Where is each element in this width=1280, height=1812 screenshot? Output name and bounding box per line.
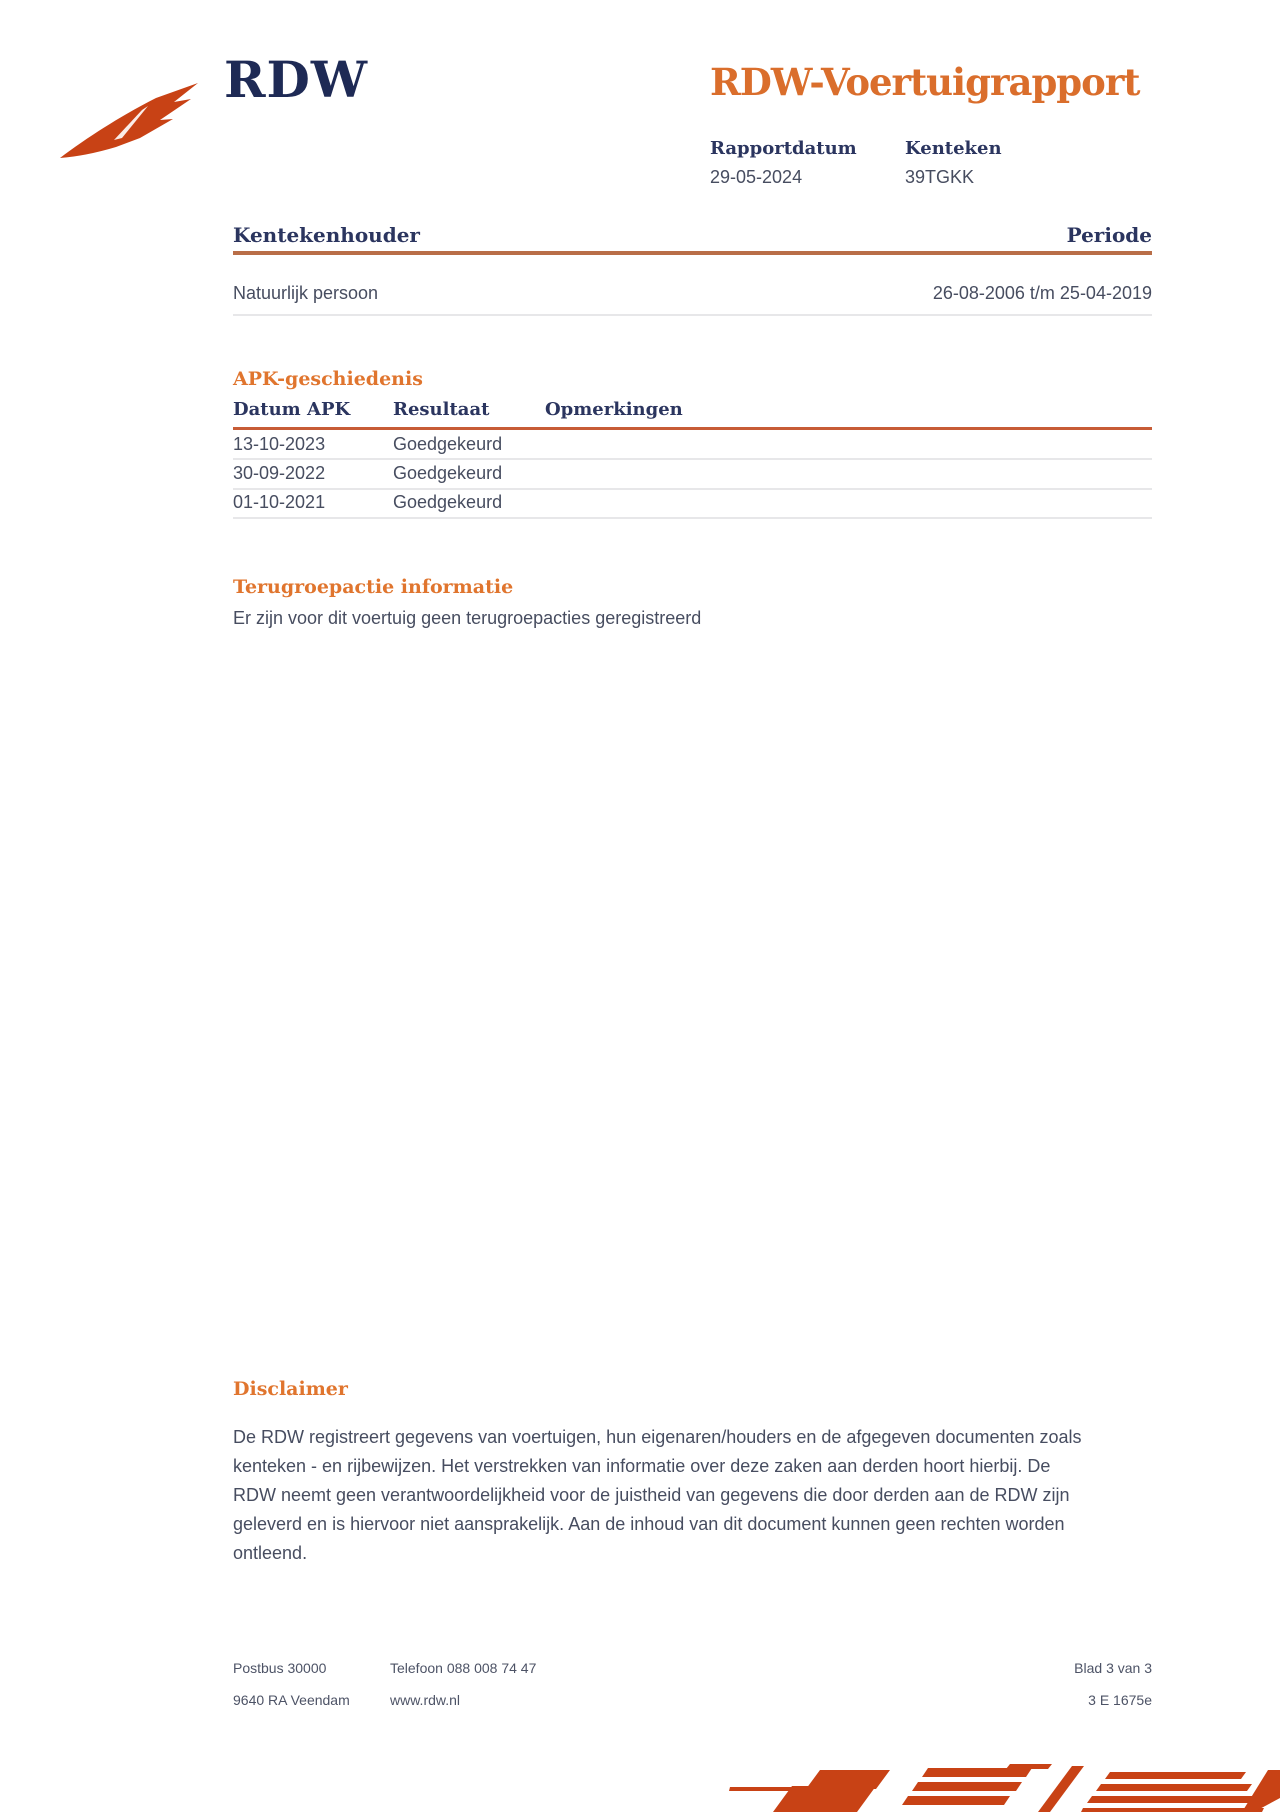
apk-row-divider [233,488,1152,490]
footer-page-number: Blad 3 van 3 [1074,1660,1152,1676]
recall-text: Er zijn voor dit voertuig geen terugroepacties geregistreerd [233,608,702,628]
disclaimer-text [233,1423,1163,1568]
period-heading: Periode [1066,223,1152,247]
disclaimer-line: De RDW registreert gegevens van voertuigen, hun eigenaren/houders en de afgegeven documenten zoals [233,1427,1082,1447]
holder-value: Natuurlijk persoon [233,283,379,303]
apk-row-divider [233,517,1152,519]
license-plate-label: Kenteken [905,138,1002,159]
apk-row-date: 30-09-2022 [233,463,326,483]
disclaimer-line: ontleend. [233,1543,308,1563]
license-plate-value: 39TGKK [905,167,975,187]
apk-row-date: 13-10-2023 [233,434,326,454]
holder-section-divider [233,251,1152,255]
apk-column-result: Resultaat [393,399,490,420]
apk-row-result: Goedgekeurd [393,463,503,483]
footer-doc-code: 3 E 1675e [1088,1692,1152,1708]
footer-address-line2: 9640 RA Veendam [233,1692,350,1708]
holder-row-divider [233,314,1152,316]
apk-column-date: Datum APK [233,399,351,420]
apk-row-result: Goedgekeurd [393,434,503,454]
period-value: 26-08-2006 t/m 25-04-2019 [932,283,1152,303]
holder-section-heading: Kentekenhouder [233,223,420,247]
disclaimer-heading: Disclaimer [233,1378,348,1400]
apk-section-heading: APK-geschiedenis [233,368,423,390]
report-date-label: Rapportdatum [710,138,857,159]
disclaimer-line: geleverd en is hiervoor niet aansprakelijk. Aan de inhoud van dit document kunnen geen rechten worden [233,1514,1065,1534]
page-title: RDW-Voertuigrapport [710,60,1140,104]
rdw-wing-logo-icon [58,76,200,160]
apk-row-result: Goedgekeurd [393,492,503,512]
disclaimer-line: RDW neemt geen verantwoordelijkheid voor de juistheid van gegevens die door derden aan de RDW zijn [233,1485,1070,1505]
apk-row-divider [233,458,1152,460]
footer-phone: Telefoon 088 008 74 47 [390,1660,537,1676]
disclaimer-line: kenteken - en rijbewijzen. Het verstrekken van informatie over deze zaken aan derden hoort hierbij. De [233,1456,1051,1476]
report-date-value: 29-05-2024 [710,167,803,187]
apk-row-date: 01-10-2021 [233,492,326,512]
recall-section-heading: Terugroepactie informatie [233,576,514,598]
rdw-wing-watermark-icon [680,1756,1280,1812]
apk-header-divider [233,427,1152,430]
footer-address-line1: Postbus 30000 [233,1660,327,1676]
apk-column-remarks: Opmerkingen [545,399,683,420]
rdw-logo-text: RDW [224,50,369,109]
footer-website: www.rdw.nl [390,1692,461,1708]
